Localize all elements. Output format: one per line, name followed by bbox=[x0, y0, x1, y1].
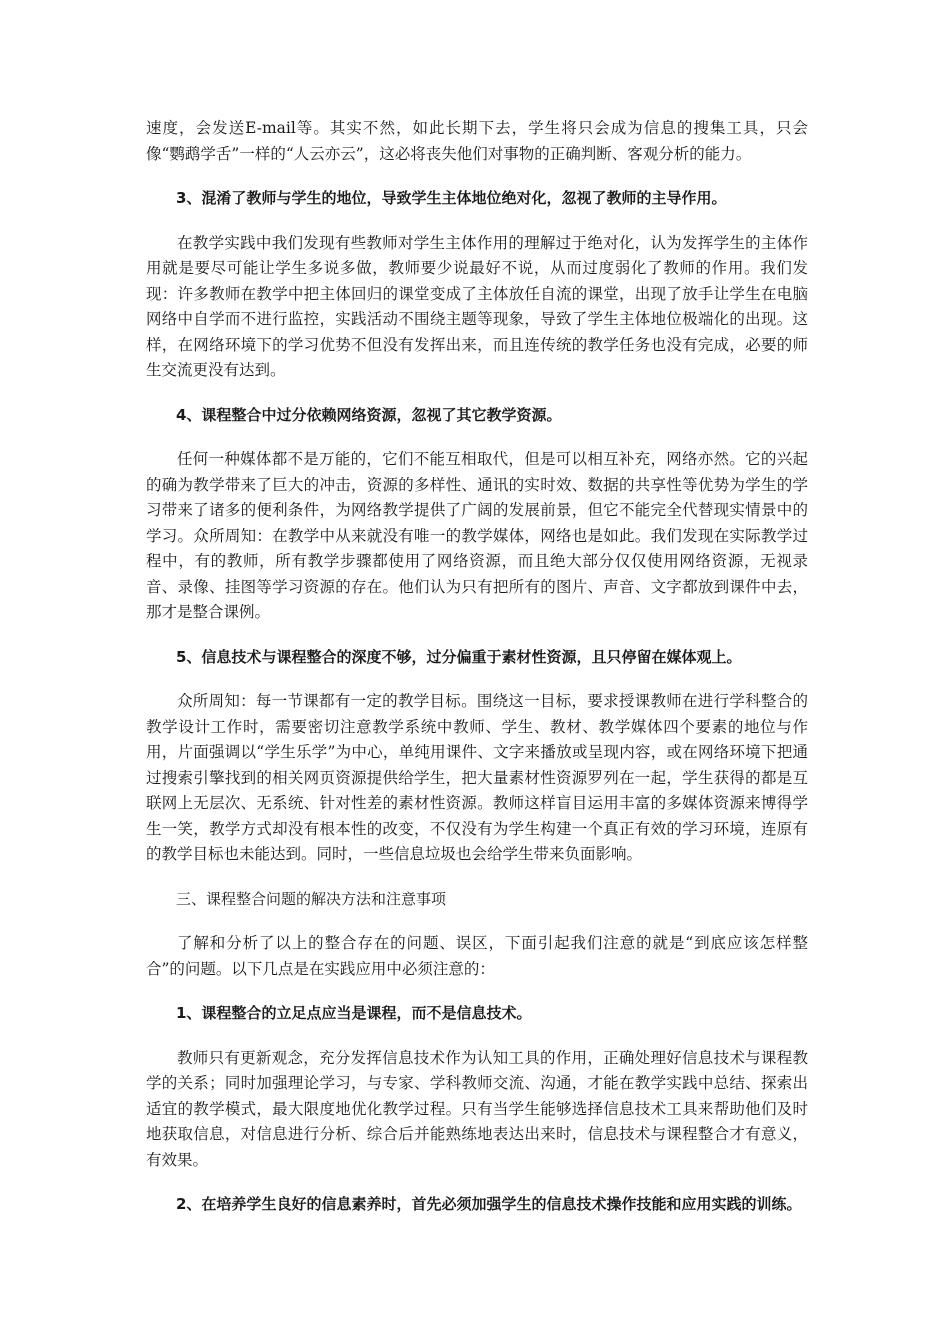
heading-point-5: 5、信息技术与课程整合的深度不够，过分偏重于素材性资源，且只停留在媒体观上。 bbox=[176, 647, 742, 666]
heading-solution-1: 1、课程整合的立足点应当是课程，而不是信息技术。 bbox=[176, 1004, 532, 1022]
paragraph-point-5: 众所周知：每一节课都有一定的教学目标。围绕这一目标，要求授课教师在进行学科整合的教学设计工作时，需要密切注意教学系统中教师、学生、教材、教学媒体四个要素的地位与作用，片面强调以“学生乐学”为中心，单纯用课件、文字来播放或呈现内容，或在网络环境下把通过搜索引擎找到的相关网页资源提供给学生，把大量素材性资源罗列在一起，学生获得的都是互联网上无层次、无系统、针对性差的素材性资源。教师这样盲目运用丰富的多媒体资源来博得学生一笑，教学方式却没有根本性的改变，不仅没有为学生构建一个真正有效的学习环境，连原有的教学目标也未能达到。同时，一些信息垃圾也会给学生带来负面影响。 bbox=[146, 692, 808, 863]
paragraph-point-3: 在教学实践中我们发现有些教师对学生主体作用的理解过于绝对化，认为发挥学生的主体作用就是要尽可能让学生多说多做，教师要少说最好不说，从而过度弱化了教师的作用。我们发现：许多教师在教学中把主体回归的课堂变成了主体放任自流的课堂，出现了放手让学生在电脑网络中自学而不进行监控，实践活动不围绕主题等现象，导致了学生主体地位极端化的出现。这样，在网络环境下的学习优势不但没有发挥出来，而且连传统的教学任务也没有完成，必要的师生交流更没有达到。 bbox=[146, 233, 808, 379]
paragraph-point-4: 任何一种媒体都不是万能的，它们不能互相取代，但是可以相互补充，网络亦然。它的兴起的确为教学带来了巨大的冲击，资源的多样性、通讯的实时效、数据的共享性等优势为学生的学习带来了诸多的便利条件，为网络教学提供了广阔的发展前景，但它不能完全代替现实情景中的学习。众所周知：在教学中从来就没有唯一的教学媒体，网络也是如此。我们发现在实际教学过程中，有的教师，所有教学步骤都使用了网络资源，而且绝大部分仅仅使用网络资源，无视录音、录像、挂图等学习资源的存在。他们认为只有把所有的图片、声音、文字都放到课件中去，那才是整合课例。 bbox=[146, 450, 808, 621]
paragraph-continuation: 速度，会发送E-mail等。其实不然，如此长期下去，学生将只会成为信息的搜集工具，只会像“鹦鹉学舌”一样的“人云亦云”，这必将丧失他们对事物的正确判断、客观分析的能力。 bbox=[146, 119, 808, 163]
paragraph-section-3-intro: 了解和分析了以上的整合存在的问题、误区，下面引起我们注意的就是“到底应该怎样整合”的问题。以下几点是在实践应用中必须注意的： bbox=[146, 934, 808, 978]
heading-point-4: 4、课程整合中过分依赖网络资源，忽视了其它教学资源。 bbox=[176, 405, 562, 424]
paragraph-solution-1: 教师只有更新观念，充分发挥信息技术作为认知工具的作用，正确处理好信息技术与课程教学的关系；同时加强理论学习，与专家、学科教师交流、沟通，才能在教学实践中总结、探索出适宜的教学模式，最大限度地优化教学过程。只有当学生能够选择信息技术工具来帮助他们及时地获取信息，对信息进行分析、综合后并能熟练地表达出来时，信息技术与课程整合才有意义，有效果。 bbox=[146, 1048, 808, 1169]
heading-solution-2: 2、在培养学生良好的信息素养时，首先必须加强学生的信息技术操作技能和应用实践的训练。 bbox=[176, 1195, 802, 1213]
document-page bbox=[146, 116, 808, 1237]
heading-point-3: 3、混淆了教师与学生的地位，导致学生主体地位绝对化，忽视了教师的主导作用。 bbox=[176, 189, 727, 207]
section-heading-3: 三、课程整合问题的解决方法和注意事项 bbox=[176, 889, 447, 908]
